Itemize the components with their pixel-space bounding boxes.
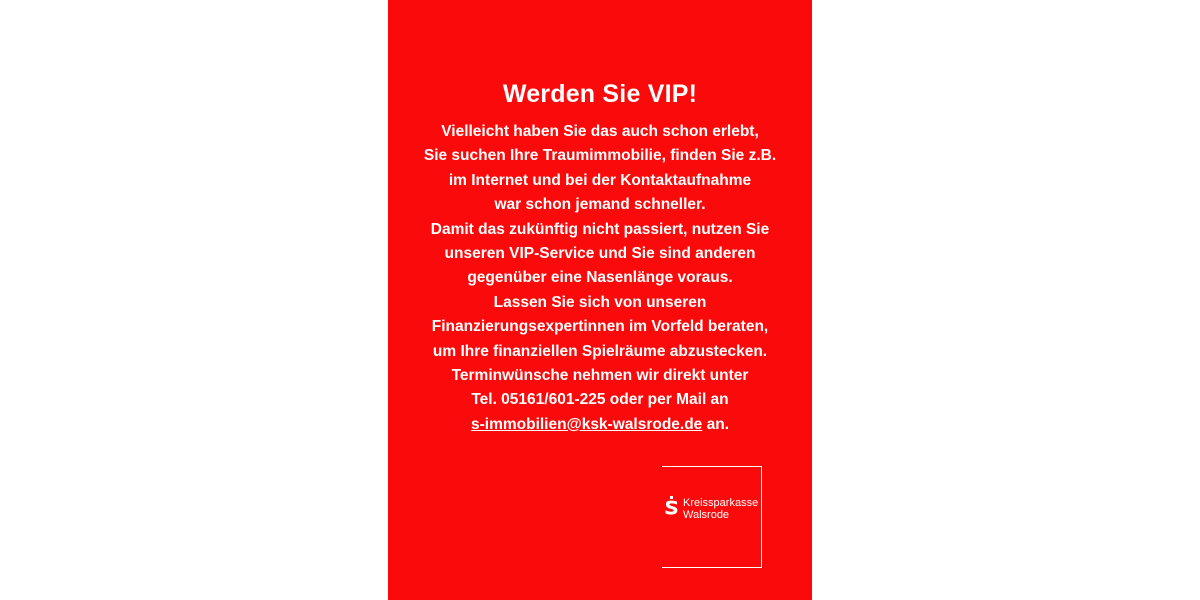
- body-line-2: Sie suchen Ihre Traumimmobilie, finden Sie z.B. im Internet und bei der Kontaktaufnahme: [423, 147, 777, 189]
- body-line-5: unseren VIP-Service und Sie sind anderen: [444, 245, 756, 263]
- poster-content: [388, 0, 812, 600]
- email-link[interactable]: s-immobilien@ksk-walsrode.de: [470, 415, 703, 433]
- body-line-11: Tel. 05161/601-225 oder per Mail an: [471, 391, 729, 409]
- body-line-7: Lassen Sie sich von unseren: [493, 293, 707, 311]
- brand-line-1: Kreissparkasse: [683, 497, 759, 509]
- contact-mail-line: [418, 413, 782, 437]
- brand-line-2: Walsrode: [683, 509, 730, 521]
- body-line-9: um Ihre finanziellen Spielräume abzustecken.: [432, 342, 768, 360]
- poster: [388, 0, 812, 600]
- body-line-10: Terminwünsche nehmen wir direkt unter: [451, 367, 749, 385]
- body-line-4: Damit das zukünftig nicht passiert, nutzen Sie: [430, 220, 770, 238]
- brand-logo: [664, 496, 758, 521]
- email-suffix: an.: [702, 415, 730, 433]
- body-line-1: Vielleicht haben Sie das auch schon erlebt,: [441, 123, 759, 140]
- sparkasse-s-icon: [664, 496, 679, 517]
- body-line-3: war schon jemand schneller.: [494, 196, 706, 214]
- poster-body: [418, 120, 782, 437]
- body-line-6: gegenüber eine Nasenlänge voraus.: [467, 269, 733, 287]
- page-title: Werden Sie VIP!: [502, 80, 698, 108]
- brand-name: [683, 496, 758, 521]
- body-line-8: Finanzierungsexpertinnen im Vorfeld beraten,: [431, 318, 769, 336]
